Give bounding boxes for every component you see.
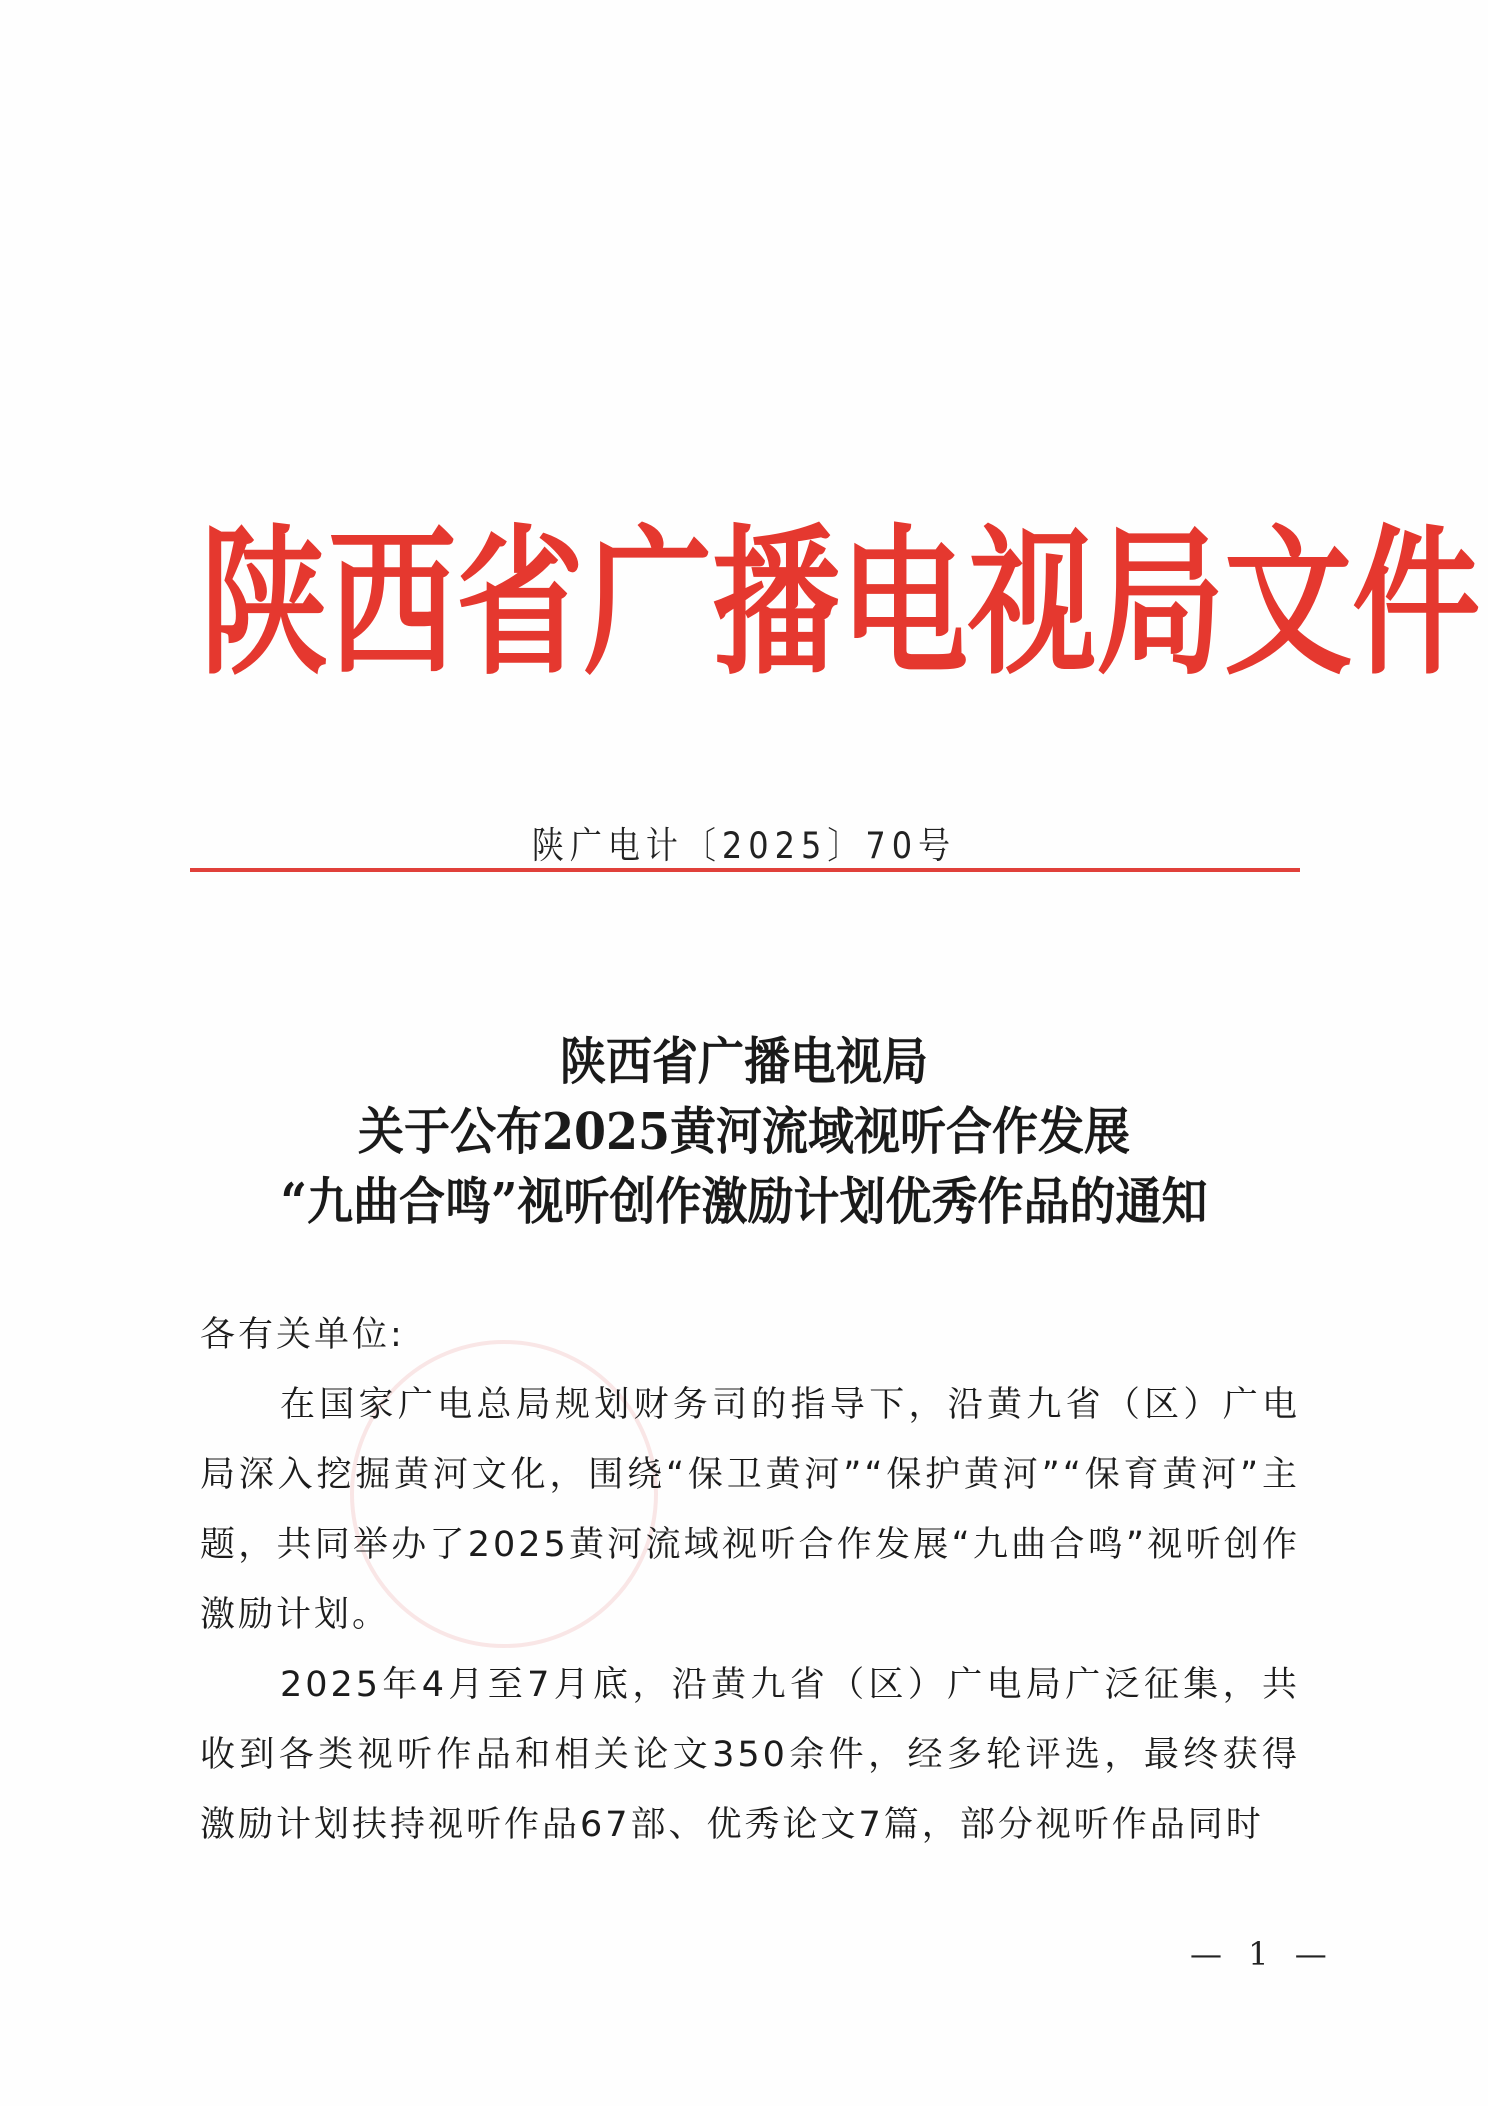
masthead-char: 陕 bbox=[200, 510, 329, 698]
title-line-1: 陕西省广播电视局 bbox=[560, 1031, 928, 1091]
masthead-char: 文 bbox=[1224, 510, 1353, 698]
masthead-char: 视 bbox=[968, 510, 1097, 698]
masthead-char: 西 bbox=[328, 510, 457, 698]
masthead-title bbox=[200, 478, 1481, 703]
masthead-char: 播 bbox=[712, 510, 841, 698]
masthead-char: 件 bbox=[1352, 510, 1481, 698]
title-line-3: “九曲合鸣”视听创作激励计划优秀作品的通知 bbox=[280, 1171, 1208, 1231]
masthead-char: 广 bbox=[584, 510, 713, 698]
document-number: 陕广电计〔2025〕70号 bbox=[531, 823, 957, 868]
masthead-char: 局 bbox=[1096, 510, 1225, 698]
red-divider bbox=[190, 868, 1300, 872]
title-line-2: 关于公布2025黄河流域视听合作发展 bbox=[357, 1101, 1131, 1161]
masthead-char: 省 bbox=[456, 510, 585, 698]
page-number: — 1 — bbox=[1190, 1935, 1335, 1973]
salutation: 各有关单位: bbox=[200, 1315, 405, 1355]
body-paragraph-1: 在国家广电总局规划财务司的指导下，沿黄九省（区）广电局深入挖掘黄河文化，围绕“保卫黄河”“保护黄河”“保育黄河”主题，共同举办了2025黄河流域视听合作发展“九曲合鸣”视听创作激励计划。 bbox=[200, 1385, 1300, 1635]
masthead-char: 电 bbox=[840, 510, 969, 698]
body-paragraph-2: 2025年4月至7月底，沿黄九省（区）广电局广泛征集，共收到各类视听作品和相关论文350余件，经多轮评选，最终获得激励计划扶持视听作品67部、优秀论文7篇，部分视听作品同时 bbox=[200, 1665, 1300, 1845]
